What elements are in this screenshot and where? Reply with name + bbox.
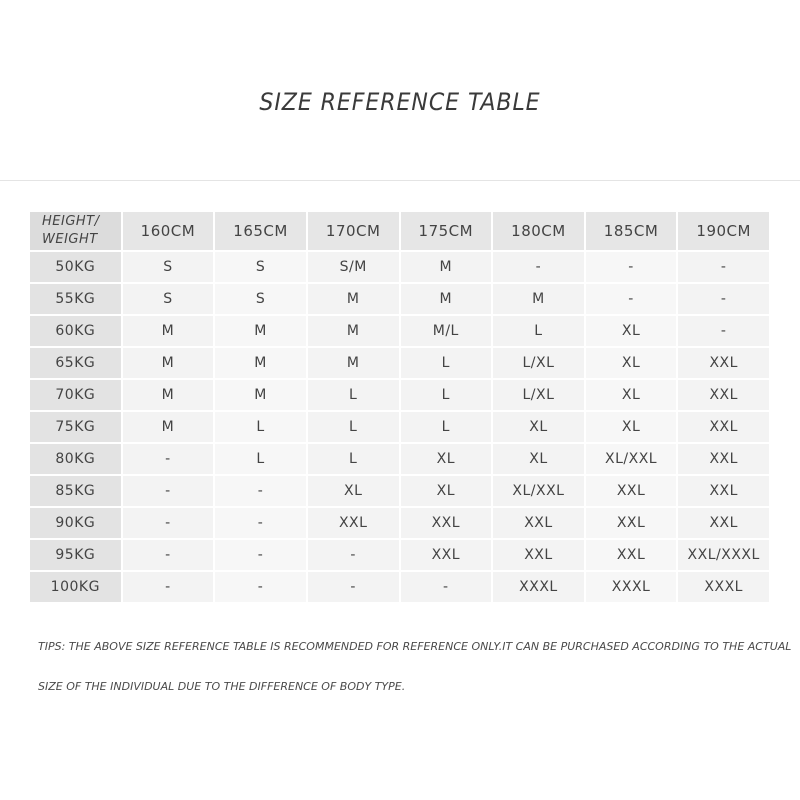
table-row [30, 572, 769, 602]
size-cell: L [215, 444, 306, 474]
size-cell: L [401, 412, 492, 442]
table-row [30, 252, 769, 282]
height-header-cell: 165CM [215, 212, 306, 250]
size-cell: XXL [401, 540, 492, 570]
table-row [30, 476, 769, 506]
size-cell: XL [308, 476, 399, 506]
size-cell: S [123, 252, 214, 282]
table-row [30, 540, 769, 570]
size-cell: L [215, 412, 306, 442]
table-row [30, 348, 769, 378]
size-cell: - [123, 444, 214, 474]
size-cell: XXL [493, 508, 584, 538]
size-cell: M [215, 380, 306, 410]
size-cell: L [401, 348, 492, 378]
size-cell: XXL [401, 508, 492, 538]
weight-cell: 65KG [30, 348, 121, 378]
table-row [30, 380, 769, 410]
size-cell: XXL [678, 476, 769, 506]
size-cell: - [123, 540, 214, 570]
size-cell: XXL [678, 508, 769, 538]
size-cell: S [215, 252, 306, 282]
size-cell: XL/XXL [493, 476, 584, 506]
size-cell: XXL [586, 540, 677, 570]
size-cell: XL [586, 412, 677, 442]
size-cell: XXXL [678, 572, 769, 602]
height-header-cell: 160CM [123, 212, 214, 250]
size-cell: - [586, 284, 677, 314]
size-cell: S [215, 284, 306, 314]
size-cell: L [401, 380, 492, 410]
size-cell: - [308, 572, 399, 602]
weight-cell: 55KG [30, 284, 121, 314]
corner-label-height: HEIGHT/ [42, 214, 100, 229]
title-divider [0, 180, 800, 181]
size-cell: L [308, 412, 399, 442]
size-cell: XXL [678, 412, 769, 442]
size-cell: M/L [401, 316, 492, 346]
size-cell: M [215, 316, 306, 346]
weight-cell: 95KG [30, 540, 121, 570]
size-cell: M [493, 284, 584, 314]
size-cell: - [493, 252, 584, 282]
size-cell: XL [493, 444, 584, 474]
size-cell: M [401, 284, 492, 314]
size-cell: M [123, 380, 214, 410]
size-cell: - [678, 284, 769, 314]
size-cell: M [308, 348, 399, 378]
size-cell: - [215, 540, 306, 570]
size-cell: XL [586, 348, 677, 378]
table-row [30, 444, 769, 474]
height-header-cell: 170CM [308, 212, 399, 250]
size-cell: XL [401, 444, 492, 474]
size-cell: XXL [678, 380, 769, 410]
corner-label-weight: WEIGHT [42, 232, 98, 247]
size-cell: - [308, 540, 399, 570]
size-cell: XL [401, 476, 492, 506]
size-cell: L [493, 316, 584, 346]
size-cell: S/M [308, 252, 399, 282]
weight-cell: 50KG [30, 252, 121, 282]
size-cell: XL [586, 380, 677, 410]
table-row [30, 508, 769, 538]
weight-cell: 75KG [30, 412, 121, 442]
size-cell: M [308, 284, 399, 314]
page-title: SIZE REFERENCE TABLE [259, 88, 541, 116]
size-cell: M [215, 348, 306, 378]
size-cell: XL [493, 412, 584, 442]
size-cell: M [123, 412, 214, 442]
size-cell: - [215, 476, 306, 506]
size-cell: M [123, 348, 214, 378]
weight-cell: 60KG [30, 316, 121, 346]
weight-cell: 85KG [30, 476, 121, 506]
weight-cell: 90KG [30, 508, 121, 538]
size-cell: - [123, 508, 214, 538]
size-cell: M [308, 316, 399, 346]
size-cell: - [401, 572, 492, 602]
height-weight-corner-cell [30, 212, 121, 250]
size-cell: XXL [308, 508, 399, 538]
size-cell: XL/XXL [586, 444, 677, 474]
weight-cell: 80KG [30, 444, 121, 474]
weight-cell: 100KG [30, 572, 121, 602]
size-cell: XXL [493, 540, 584, 570]
size-cell: XXL [586, 476, 677, 506]
size-cell: XXL [678, 348, 769, 378]
size-cell: XXXL [493, 572, 584, 602]
weight-cell: 70KG [30, 380, 121, 410]
table-row [30, 412, 769, 442]
size-cell: L [308, 380, 399, 410]
size-cell: L/XL [493, 348, 584, 378]
size-table-body [30, 252, 769, 602]
size-cell: - [123, 572, 214, 602]
size-cell: XL [586, 316, 677, 346]
size-cell: - [678, 252, 769, 282]
height-header-cell: 190CM [678, 212, 769, 250]
header-row [30, 212, 769, 250]
height-header-cell: 180CM [493, 212, 584, 250]
tips-line-1: TIPS: THE ABOVE SIZE REFERENCE TABLE IS RECOMMENDED FOR REFERENCE ONLY.IT CAN BE PURCHASED ACCORDING TO THE ACTUAL [38, 640, 792, 653]
tips-line-2: SIZE OF THE INDIVIDUAL DUE TO THE DIFFERENCE OF BODY TYPE. [38, 680, 406, 693]
size-cell: XXL [678, 444, 769, 474]
size-cell: XXXL [586, 572, 677, 602]
height-header-cell: 175CM [401, 212, 492, 250]
size-cell: - [678, 316, 769, 346]
size-cell: - [586, 252, 677, 282]
height-header-cell: 185CM [586, 212, 677, 250]
size-reference-table [28, 210, 771, 604]
size-cell: XXL [586, 508, 677, 538]
size-cell: - [123, 476, 214, 506]
size-cell: L/XL [493, 380, 584, 410]
table-row [30, 316, 769, 346]
size-cell: L [308, 444, 399, 474]
size-cell: - [215, 508, 306, 538]
size-cell: S [123, 284, 214, 314]
size-cell: - [215, 572, 306, 602]
size-cell: M [401, 252, 492, 282]
table-row [30, 284, 769, 314]
size-cell: XXL/XXXL [678, 540, 769, 570]
size-cell: M [123, 316, 214, 346]
